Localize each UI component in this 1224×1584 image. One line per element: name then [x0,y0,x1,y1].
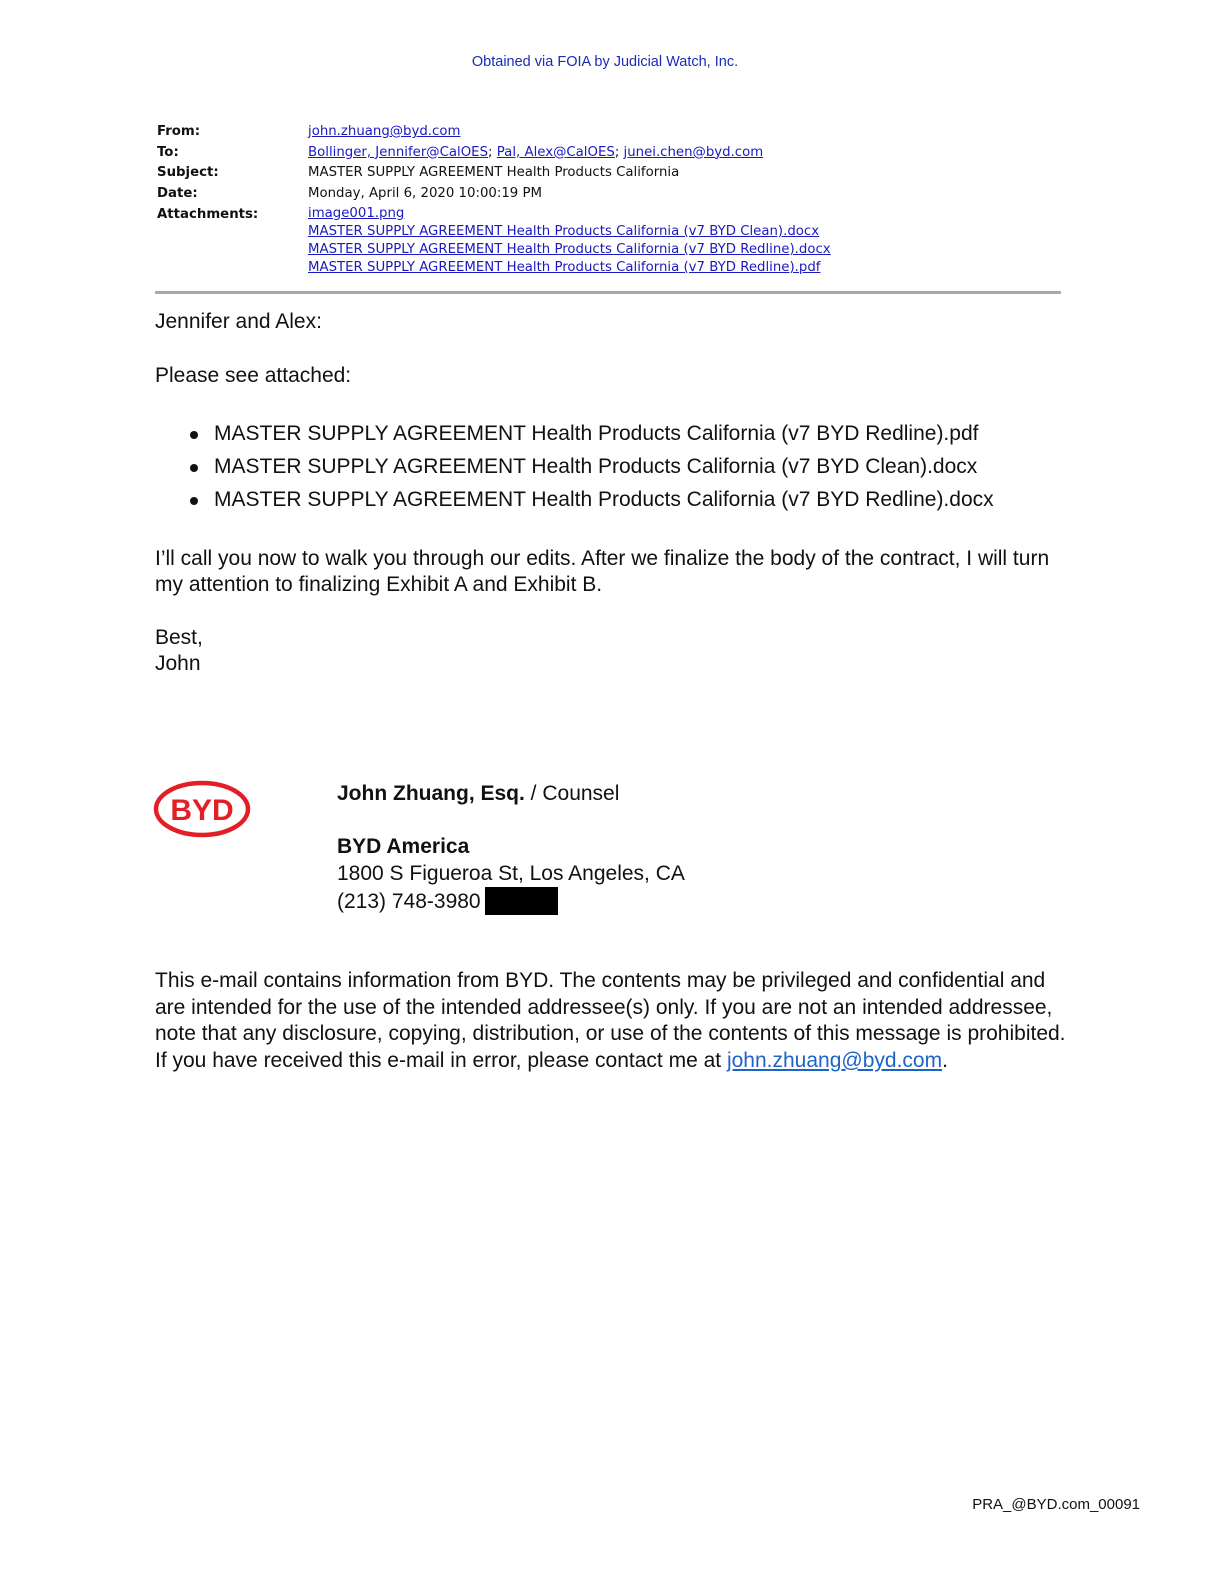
signature-phone: (213) 748-3980 [337,890,481,913]
logo-text: BYD [170,794,234,827]
redaction-box [485,887,558,915]
list-item: MASTER SUPPLY AGREEMENT Health Products California (v7 BYD Redline).pdf [214,418,1075,451]
attachments-label: Attachments: [157,206,259,222]
header-divider [155,291,1061,294]
bates-number: PRA_@BYD.com_00091 [972,1496,1140,1513]
signature-name: John Zhuang, Esq. [337,782,525,805]
greeting: Jennifer and Alex: [155,310,322,333]
list-item: MASTER SUPPLY AGREEMENT Health Products California (v7 BYD Clean).docx [214,451,1075,484]
list-item: MASTER SUPPLY AGREEMENT Health Products California (v7 BYD Redline).docx [214,484,1075,517]
to-label: To: [157,144,179,160]
signature-address: 1800 S Figueroa St, Los Angeles, CA [337,862,685,885]
closing: Best, [155,625,203,649]
from-row [157,122,831,143]
disclaimer-email-link[interactable]: john.zhuang@byd.com [726,1048,943,1072]
from-label: From: [157,124,201,139]
sender-name: John [155,652,201,676]
to-row [157,143,831,164]
attachment-link[interactable]: MASTER SUPPLY AGREEMENT Health Products California (v7 BYD Clean).docx [308,223,820,239]
email-header [157,122,831,277]
signature-block [337,780,685,915]
attachments-list [308,205,831,277]
subject-label: Subject: [157,165,219,181]
from-link[interactable]: john.zhuang@byd.com [308,124,461,139]
to-separator: ; [614,144,624,160]
disclaimer-text: This e-mail contains information from BYD. The contents may be privileged and confidential and are intended for the use of the intended addressee(s) only. If you are not an intended addressee, note that any disclosure, copying, distribution, or use of the contents of this message is prohibited. If you have received this e-mail in error, please contact me at [155,969,1066,1072]
to-link-chen[interactable]: junei.chen@byd.com [623,144,764,160]
date-row [157,184,831,205]
subject-value: MASTER SUPPLY AGREEMENT Health Products California [308,165,680,181]
attachment-link[interactable]: MASTER SUPPLY AGREEMENT Health Products California (v7 BYD Redline).docx [308,241,831,257]
to-link-bollinger[interactable]: Bollinger, Jennifer@CalOES [308,144,489,160]
subject-row [157,163,831,184]
intro-text: Please see attached: [155,363,352,387]
attached-files-list [155,418,1075,516]
to-link-pal[interactable]: Pal, Alex@CalOES [496,144,615,160]
byd-logo [153,779,253,839]
to-separator: ; [488,144,497,160]
attachment-link[interactable]: image001.png [308,205,405,221]
attachments-row [157,205,831,277]
disclaimer-end: . [942,1048,948,1072]
disclaimer [155,968,1075,1074]
attachment-link[interactable]: MASTER SUPPLY AGREEMENT Health Products California (v7 BYD Redline).pdf [308,259,821,275]
foia-banner: Obtained via FOIA by Judicial Watch, Inc. [471,54,739,70]
email-body [155,309,1075,678]
signature-title: / Counsel [524,782,620,805]
signature-company: BYD America [337,835,470,858]
message-text: I’ll call you now to walk you through our edits. After we finalize the body of the contract, I will turn my attention to finalizing Exhibit A and Exhibit B. [155,546,1050,597]
date-label: Date: [157,186,198,202]
date-value: Monday, April 6, 2020 10:00:19 PM [308,186,542,202]
